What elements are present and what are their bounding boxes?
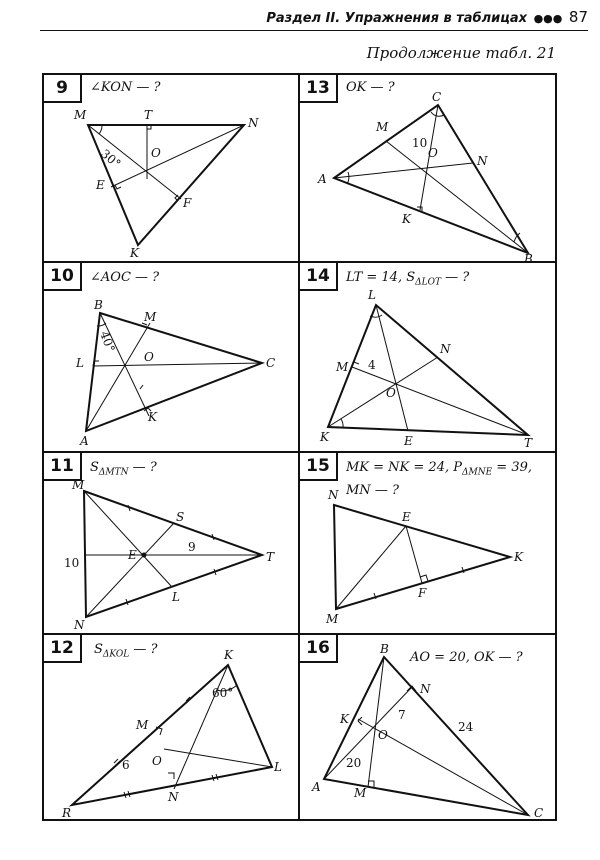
triangle-diagram — [300, 453, 555, 633]
length-label: 10 — [64, 556, 80, 570]
problem-cell-15 — [300, 453, 555, 633]
vertex-label: M — [376, 120, 389, 134]
length-label: 24 — [458, 720, 474, 734]
page-number: 87 — [568, 8, 588, 26]
vertex-label: K — [224, 648, 233, 662]
angle-label: 40° — [97, 329, 118, 355]
vertex-label: C — [432, 90, 442, 104]
vertex-label: O — [378, 728, 388, 742]
vertex-label: K — [514, 550, 523, 564]
vertex-label: N — [420, 682, 431, 696]
problem-question: ∠KON — ? — [90, 80, 161, 95]
vertex-label: T — [524, 436, 533, 450]
vertex-label: L — [172, 590, 180, 604]
vertex-label: R — [62, 806, 72, 820]
triangle-diagram — [300, 635, 555, 821]
vertex-label: C — [266, 356, 276, 370]
vertex-label: O — [144, 350, 154, 364]
problem-number: 15 — [300, 453, 338, 481]
vertex-label: O — [151, 146, 161, 160]
angle-label: 30° — [98, 146, 124, 171]
vertex-label: A — [80, 434, 89, 448]
problem-cell-16 — [300, 635, 555, 821]
vertex-label: T — [266, 550, 275, 564]
vertex-label: A — [318, 172, 327, 186]
vertex-label: N — [440, 342, 451, 356]
vertex-label: E — [96, 178, 105, 192]
vertex-label: N — [477, 154, 488, 168]
problem-number: 13 — [300, 75, 338, 103]
problem-number: 16 — [300, 635, 338, 663]
vertex-label: A — [312, 780, 321, 794]
vertex-label: F — [418, 586, 427, 600]
vertex-label: B — [94, 298, 103, 312]
length-label: 20 — [346, 756, 362, 770]
problem-question: LT = 14, $S_{\Delta LOT}$ — ? — [346, 270, 470, 288]
vertex-label: B — [380, 642, 389, 656]
vertex-label: S — [176, 510, 185, 524]
angle-label: 60° — [212, 686, 234, 700]
length-label: 6 — [122, 758, 130, 772]
problem-question: OK — ? — [346, 80, 395, 95]
vertex-label: M — [72, 478, 85, 492]
problem-cell-12 — [44, 635, 298, 821]
vertex-label: M — [74, 108, 87, 122]
vertex-label: K — [340, 712, 349, 726]
vertex-label: L — [368, 288, 376, 302]
vertex-label: N — [168, 790, 179, 804]
problem-question: MK = NK = 24, $P_{\Delta MNE} = 39$, MN — ? — [346, 460, 532, 498]
vertex-label: N — [328, 488, 339, 502]
problem-question: $S_{\Delta KOL}$ — ? — [94, 642, 158, 660]
vertex-label: M — [336, 360, 349, 374]
length-label: 4 — [368, 358, 376, 372]
vertex-label: B — [524, 252, 533, 266]
vertex-label: F — [183, 196, 192, 210]
length-label: 7 — [398, 708, 406, 722]
problem-number: 10 — [44, 263, 82, 291]
problem-cell-14 — [300, 263, 555, 451]
problem-number: 14 — [300, 263, 338, 291]
problem-question: $S_{\Delta MTN}$ — ? — [90, 460, 157, 478]
triangle-diagram — [300, 75, 555, 266]
vertex-label: K — [148, 410, 157, 424]
problem-number: 9 — [44, 75, 82, 103]
vertex-label: E — [404, 434, 413, 448]
problem-cell-10 — [44, 263, 298, 451]
vertex-label: K — [130, 246, 139, 260]
vertex-label: M — [326, 612, 339, 626]
problem-question: ∠AOC — ? — [90, 270, 160, 285]
header-rule — [40, 30, 588, 31]
problem-number: 11 — [44, 453, 82, 481]
table-continuation: Продолжение табл. 21 — [366, 44, 556, 62]
vertex-label: M — [136, 718, 149, 732]
triangle-diagram — [44, 263, 298, 451]
vertex-label: O — [428, 146, 438, 160]
vertex-label: L — [76, 356, 84, 370]
problem-cell-11 — [44, 453, 298, 633]
length-label: 9 — [188, 540, 196, 554]
vertex-label: C — [534, 806, 544, 820]
vertex-label: N — [248, 116, 259, 130]
triangle-diagram — [300, 263, 555, 451]
vertex-label: K — [320, 430, 329, 444]
length-label: 10 — [412, 136, 428, 150]
section-title: Раздел II. Упражнения в таблицах — [266, 11, 528, 26]
triangle-diagram — [44, 75, 298, 261]
problem-question: AO = 20, OK — ? — [410, 650, 523, 665]
vertex-label: L — [274, 760, 282, 774]
vertex-label: M — [354, 786, 367, 800]
problem-number: 12 — [44, 635, 82, 663]
triangle-diagram — [44, 453, 298, 633]
vertex-label: O — [152, 754, 162, 768]
vertex-label: K — [402, 212, 411, 226]
problem-cell-9 — [44, 75, 298, 261]
vertex-label: E — [128, 548, 137, 562]
header-dots: ●●● — [533, 12, 563, 25]
vertex-label: M — [144, 310, 157, 324]
triangle-diagram — [44, 635, 298, 821]
vertex-label: O — [386, 386, 396, 400]
page-header — [0, 8, 588, 26]
problem-cell-13 — [300, 75, 555, 266]
vertex-label: N — [74, 618, 85, 632]
vertex-label: T — [144, 108, 153, 122]
vertex-label: E — [402, 510, 411, 524]
